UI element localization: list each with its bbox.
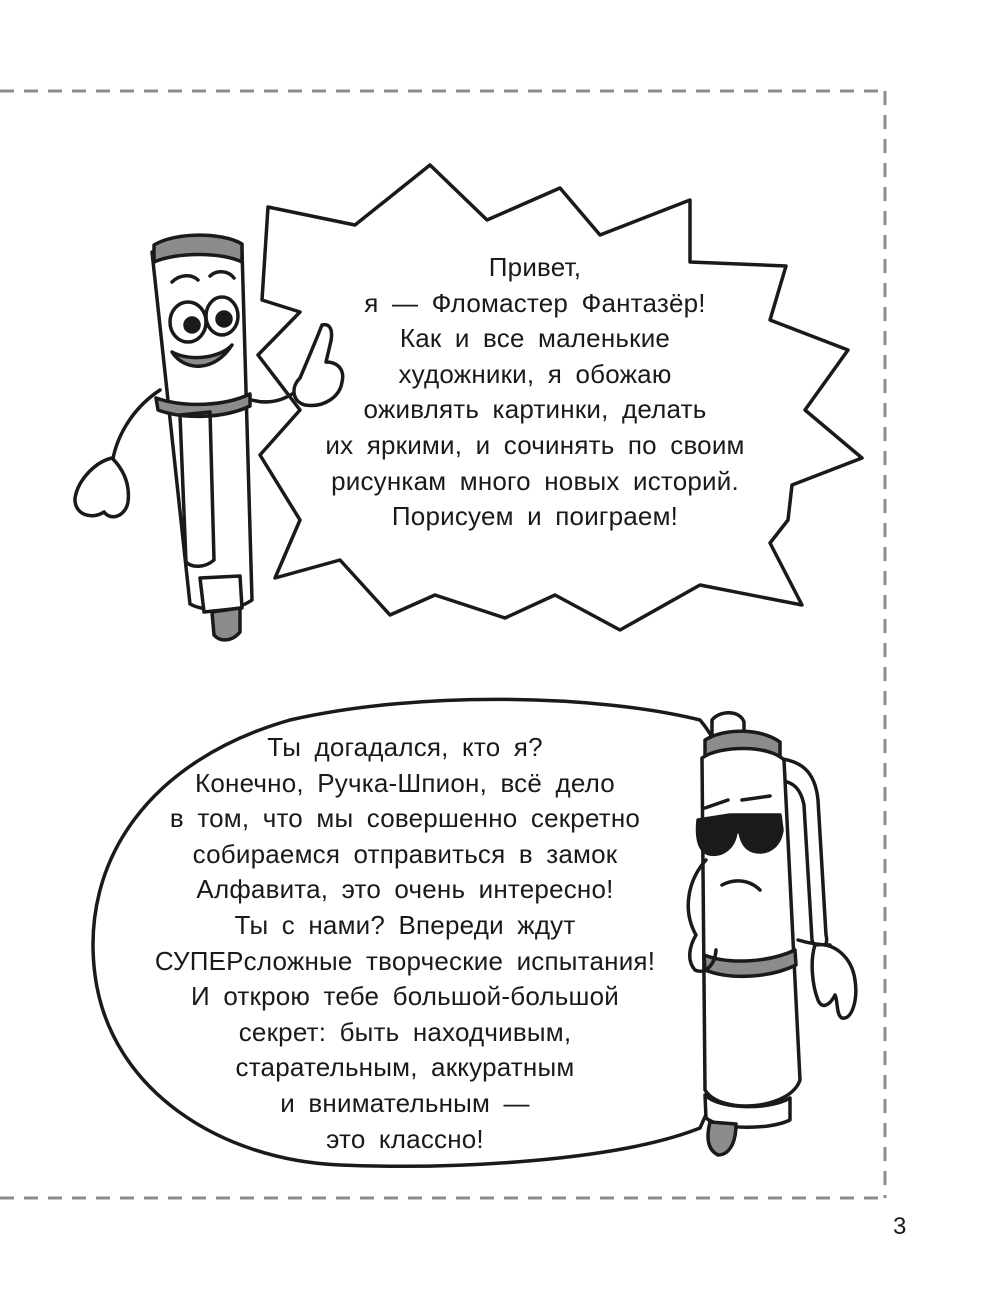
bubble2-line: собираемся отправиться в замок bbox=[192, 838, 618, 869]
bubble1-line: художники, я обожаю bbox=[398, 358, 672, 389]
bubble2-line: в том, что мы совершенно секретно bbox=[169, 803, 641, 834]
speech-bubble-spy-text bbox=[95, 730, 715, 1157]
bubble1-line: рисункам много новых историй. bbox=[331, 465, 739, 496]
bubble2-line: Алфавита, это очень интересно! bbox=[196, 874, 614, 905]
bubble2-line: Конечно, Ручка-Шпион, всё дело bbox=[195, 767, 615, 798]
bubble2-line: и внимательным — bbox=[280, 1087, 530, 1118]
bubble2-line: это классно! bbox=[326, 1123, 484, 1154]
bubble2-line: секрет: быть находчивым, bbox=[238, 1016, 572, 1047]
speech-bubble-marker-text bbox=[265, 250, 805, 535]
page-number: 3 bbox=[893, 1213, 907, 1240]
bubble1-line: я — Фломастер Фантазёр! bbox=[364, 287, 706, 318]
bubble2-line: Ты догадался, кто я? bbox=[267, 732, 543, 762]
bubble2-line: Ты с нами? Впереди ждут bbox=[234, 909, 576, 940]
bubble1-line: их яркими, и сочинять по своим bbox=[325, 429, 745, 460]
bubble1-line: Порисуем и поиграем! bbox=[391, 501, 679, 532]
bubble2-line: старательным, аккуратным bbox=[235, 1052, 575, 1083]
bubble2-line: И открою тебе большой-большой bbox=[191, 981, 619, 1012]
bubble1-line: оживлять картинки, делать bbox=[363, 394, 707, 425]
bubble1-line: Как и все маленькие bbox=[399, 323, 671, 354]
bubble1-line: Привет, bbox=[488, 252, 582, 282]
bubble2-line: СУПЕРсложные творческие испытания! bbox=[154, 945, 656, 976]
